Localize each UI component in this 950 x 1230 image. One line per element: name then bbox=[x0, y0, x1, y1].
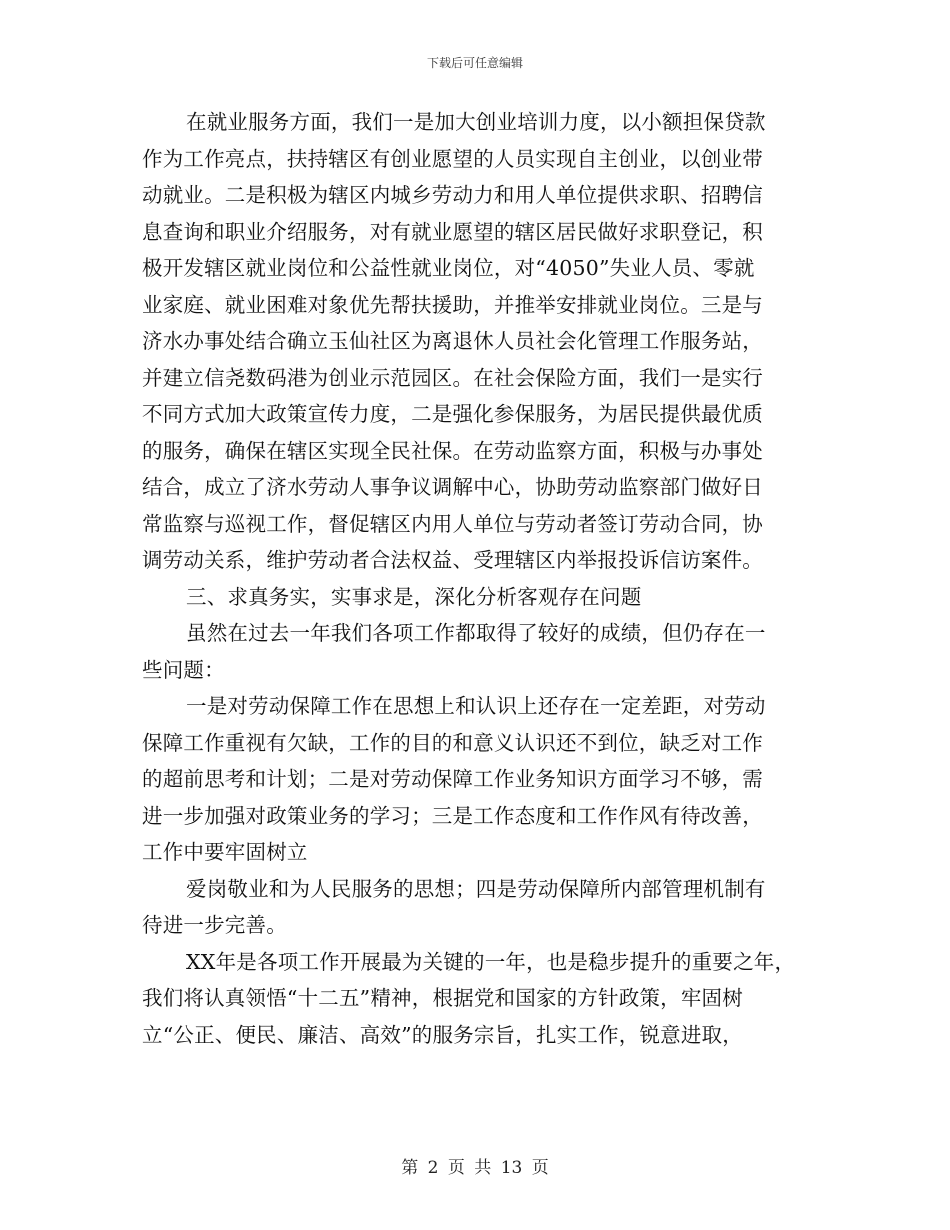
page-header: 下载后可任意编辑 bbox=[426, 56, 523, 70]
text-line: 调劳动关系，维护劳动者合法权益、受理辖区内举报投诉信访案件。 bbox=[142, 548, 763, 572]
text-line: 待进一步完善。 bbox=[142, 913, 287, 937]
text-line: 不同方式加大政策宣传力度，二是强化参保服务，为居民提供最优质 bbox=[142, 402, 763, 426]
text-line: 立“公正、便民、廉洁、高效”的服务宗旨，扎实工作，锐意进取， bbox=[142, 1022, 743, 1047]
text-line: 爱岗敬业和为人民服务的思想；四是劳动保障所内部管理机制有 bbox=[186, 876, 766, 901]
text-line: 的超前思考和计划；二是对劳动保障工作业务知识方面学习不够，需 bbox=[142, 767, 763, 791]
text-line: 的服务，确保在辖区实现全民社保。在劳动监察方面，积极与办事处 bbox=[142, 438, 763, 463]
text-line: XX年是各项工作开展最为关键的一年，也是稳步提升的重要之年， bbox=[186, 949, 796, 974]
text-line: 些问题： bbox=[142, 657, 225, 682]
text-line: 一是对劳动保障工作在思想上和认识上还存在一定差距，对劳动 bbox=[186, 694, 766, 718]
page-number: 第 2 页 共 13 页 bbox=[401, 1158, 549, 1178]
text-line: 工作中要牢固树立 bbox=[142, 840, 308, 864]
text-line: 济水办事处结合确立玉仙社区为离退休人员社会化管理工作服务站， bbox=[142, 329, 763, 353]
text-line: 虽然在过去一年我们各项工作都取得了较好的成绩，但仍存在一 bbox=[186, 621, 766, 645]
text-line: 在就业服务方面，我们一是加大创业培训力度，以小额担保贷款 bbox=[186, 110, 766, 134]
text-line: 作为工作亮点，扶持辖区有创业愿望的人员实现自主创业，以创业带 bbox=[142, 146, 763, 171]
text-line: 保障工作重视有欠缺，工作的目的和意义认识还不到位，缺乏对工作 bbox=[142, 730, 763, 755]
text-line: 动就业。二是积极为辖区内城乡劳动力和用人单位提供求职、招聘信 bbox=[142, 183, 763, 207]
text-line: 进一步加强对政策业务的学习；三是工作态度和工作作风有待改善， bbox=[142, 803, 763, 828]
text-line: 我们将认真领悟“十二五”精神，根据党和国家的方针政策，牢固树 bbox=[142, 986, 743, 1010]
text-line: 极开发辖区就业岗位和公益性就业岗位，对“4050”失业人员、零就 bbox=[142, 256, 755, 280]
text-line: 并建立信尧数码港为创业示范园区。在社会保险方面，我们一是实行 bbox=[142, 365, 763, 390]
text-line: 息查询和职业介绍服务，对有就业愿望的辖区居民做好求职登记，积 bbox=[142, 219, 763, 244]
text-line: 结合，成立了济水劳动人事争议调解中心，协助劳动监察部门做好日 bbox=[142, 475, 763, 499]
text-line: 三、求真务实，实事求是，深化分析客观存在问题 bbox=[186, 584, 642, 609]
document-body bbox=[142, 104, 820, 1053]
text-line: 业家庭、就业困难对象优先帮扶援助，并推举安排就业岗位。三是与 bbox=[142, 292, 763, 317]
text-line: 常监察与巡视工作，督促辖区内用人单位与劳动者签订劳动合同，协 bbox=[142, 511, 763, 536]
